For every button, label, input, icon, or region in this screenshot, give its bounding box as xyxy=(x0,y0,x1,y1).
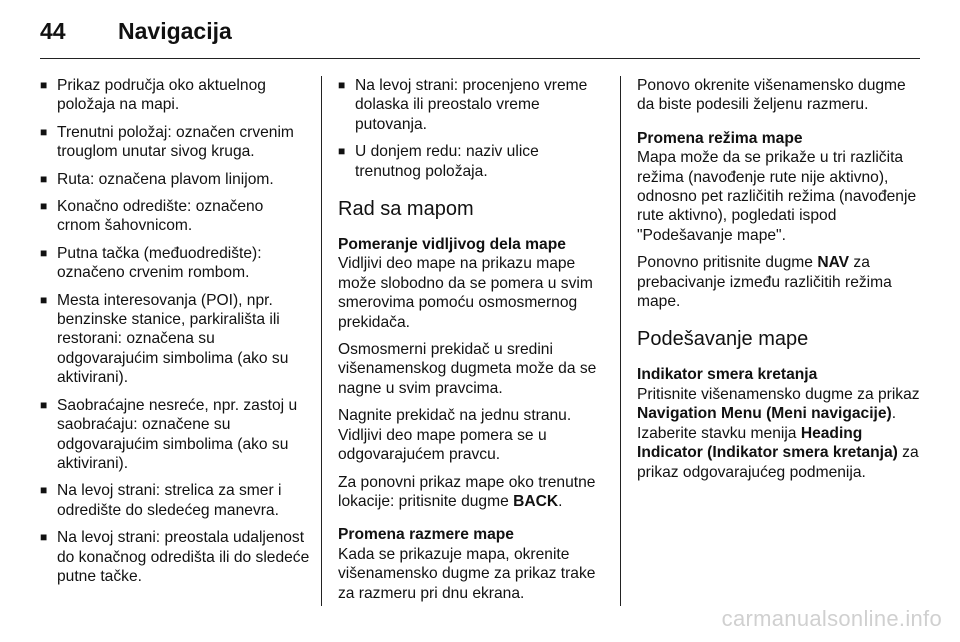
list-item: ■ Konačno odredište: označeno crnom šahovnicom. xyxy=(40,198,264,235)
list-item: ■ Na levoj strani: strelica za smer i odredište do sledećeg manevra. xyxy=(40,482,282,519)
paragraph: Mapa može da se prikaže u tri različita režima (navođenje rute nije aktivno), odnosno pet različitih režima (navođenje rute aktivno), pogledati ispod "Podešavanje mape". xyxy=(637,149,917,244)
menu-name-navigation: Navigation Menu (Meni navigacije) xyxy=(637,405,892,423)
bullet-list xyxy=(40,76,310,586)
paragraph: Ponovo okrenite višenamensko dugme da biste podesili željenu razmeru. xyxy=(637,77,906,114)
page-title: Navigacija xyxy=(118,18,232,44)
subheading: Promena razmere mape xyxy=(338,526,514,544)
page-header xyxy=(0,0,960,56)
bullet-icon: ■ xyxy=(40,530,48,545)
list-item: ■ Mesta interesovanja (POI), npr. benzinske stanice, parkirališta ili restorani: označena su odgovarajućim simbolima (ako su aktivirani). xyxy=(40,291,289,387)
paragraph: Ponovno pritisnite dugme NAV za prebacivanje između različitih režima mape. xyxy=(637,254,892,311)
bullet-icon: ■ xyxy=(338,144,346,159)
paragraph: Osmosmerni prekidač u sredini višenamenskog dugmeta može da se nagne u svim pravcima. xyxy=(338,341,597,397)
column-2 xyxy=(338,76,608,611)
column-divider-1 xyxy=(321,76,322,606)
paragraph: Pritisnite višenamensko dugme za prikaz Navigation Menu (Meni navigacije). Izaberite stavku menija Heading Indicator (Indikator smera kretanja) za prikaz odgovarajućeg podmenija. xyxy=(637,385,920,481)
bullet-icon: ■ xyxy=(40,397,48,412)
list-item: ■ Putna tačka (međuodredište): označeno crvenim rombom. xyxy=(40,244,262,282)
subheading: Promena režima mape xyxy=(637,129,803,147)
list-item: ■ Na levoj strani: procenjeno vreme dolaska ili preostalo vreme putovanja. xyxy=(338,77,588,133)
list-item: ■ Saobraćajne nesreće, npr. zastoj u saobraćaju: označene su odgovarajućim simbolima (ako su aktivirani). xyxy=(40,396,298,472)
paragraph: Kada se prikazuje mapa, okrenite višenamensko dugme za prikaz trake za razmeru pri dnu ekrana. xyxy=(338,545,596,602)
bullet-icon: ■ xyxy=(40,292,48,307)
column-3 xyxy=(637,76,922,490)
bullet-icon: ■ xyxy=(40,483,48,498)
column-1 xyxy=(40,76,310,594)
button-name-nav: NAV xyxy=(817,254,850,272)
subheading: Pomeranje vidljivog dela mape xyxy=(338,236,566,254)
bullet-icon: ■ xyxy=(40,245,48,260)
page-number: 44 xyxy=(40,18,66,44)
list-item: ■ Trenutni položaj: označen crvenim trouglom unutar sivog kruga. xyxy=(40,123,294,161)
header-divider xyxy=(40,58,920,59)
list-item: ■ U donjem redu: naziv ulice trenutnog položaja. xyxy=(338,143,539,180)
list-item: ■ Prikaz područja oko aktuelnog položaja na mapi. xyxy=(40,77,266,114)
column-divider-2 xyxy=(620,76,621,606)
menu-item-heading-indicator: Heading Indicator (Indikator smera kretanja) xyxy=(637,424,898,462)
bullet-icon: ■ xyxy=(40,124,48,139)
paragraph: Za ponovni prikaz mape oko trenutne lokacije: pritisnite dugme BACK. xyxy=(338,473,596,510)
paragraph: Vidljivi deo mape na prikazu mape može slobodno da se pomera u svim smerovima pomoću osmosmernog prekidača. xyxy=(338,255,593,331)
section-title: Podešavanje mape xyxy=(637,328,809,351)
bullet-icon: ■ xyxy=(40,171,48,186)
section-title: Rad sa mapom xyxy=(338,198,474,221)
watermark: carmanualsonline.info xyxy=(721,606,942,631)
paragraph: Nagnite prekidač na jednu stranu. Vidljivi deo mape pomera se u odgovarajućem pravcu. xyxy=(338,407,572,464)
list-item: ■ Ruta: označena plavom linijom. xyxy=(40,170,274,188)
bullet-list xyxy=(338,76,608,181)
bullet-icon: ■ xyxy=(40,78,48,92)
subheading: Indikator smera kretanja xyxy=(637,366,818,384)
list-item: ■ Na levoj strani: preostala udaljenost do konačnog odredišta ili do sledeće putne tačke. xyxy=(40,529,310,585)
bullet-icon: ■ xyxy=(40,199,48,214)
button-name-back: BACK xyxy=(513,492,559,510)
bullet-icon: ■ xyxy=(338,78,346,92)
